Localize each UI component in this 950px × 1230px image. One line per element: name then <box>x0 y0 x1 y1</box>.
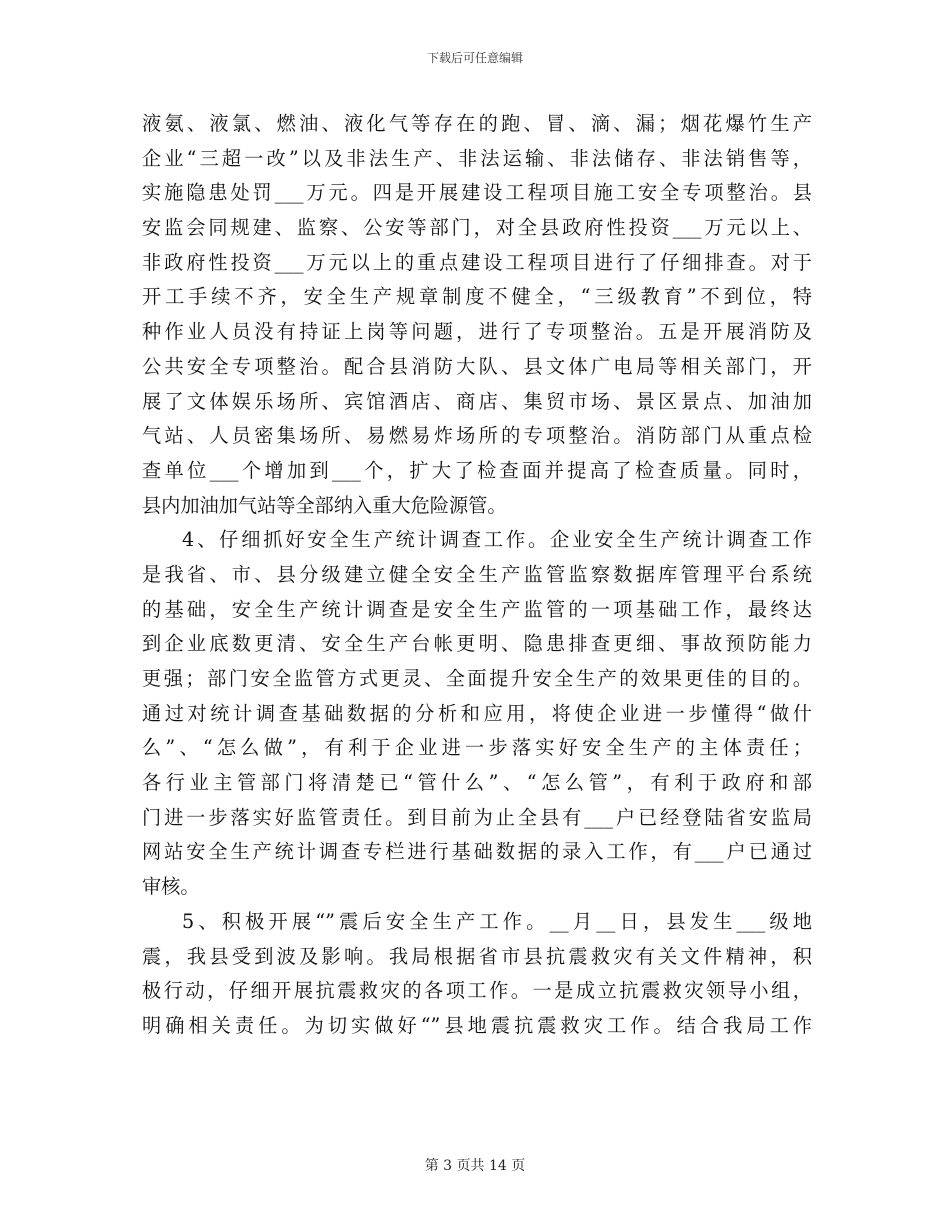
text-line: 5、积极开展“”震后安全生产工作。__月__日，县发生___级地 <box>182 909 812 933</box>
page-header: 下载后可任意编辑 <box>426 51 523 65</box>
text-line: 县内加油加气站等全部纳入重大危险源管。 <box>142 493 507 517</box>
text-line: 企业“三超一改”以及非法生产、非法运输、非法储存、非法销售等， <box>142 146 812 170</box>
text-line: 审核。 <box>142 875 200 899</box>
text-line: 明确相关责任。为切实做好“”县地震抗震救灾工作。结合我局工作 <box>142 1013 812 1037</box>
text-line: 各行业主管部门将清楚已“管什么”、“怎么管”，有利于政府和部 <box>142 771 812 795</box>
text-line: 液氨、液氯、燃油、液化气等存在的跑、冒、滴、漏；烟花爆竹生产 <box>142 112 812 135</box>
text-line: 实施隐患处罚___万元。四是开展建设工程项目施工安全专项整治。县 <box>142 181 812 205</box>
text-line: 非政府性投资___万元以上的重点建设工程项目进行了仔细排查。对于 <box>142 250 812 274</box>
text-line: 极行动，仔细开展抗震救灾的各项工作。一是成立抗震救灾领导小组， <box>142 979 812 1003</box>
paragraph-1 <box>142 107 812 523</box>
text-line: 震，我县受到波及影响。我局根据省市县抗震救灾有关文件精神，积 <box>142 944 812 968</box>
text-line: 是我省、市、县分级建立健全安全生产监管监察数据库管理平台系统 <box>142 562 812 586</box>
text-line: 开工手续不齐，安全生产规章制度不健全，“三级教育”不到位，特 <box>142 285 812 309</box>
document-body <box>142 107 812 1044</box>
text-line: 安监会同规建、监察、公安等部门，对全县政府性投资___万元以上、 <box>142 216 812 240</box>
text-line: 网站安全生产统计调查专栏进行基础数据的录入工作，有___户已通过 <box>142 840 812 864</box>
paragraph-3 <box>142 905 812 1044</box>
text-line: 到企业底数更清、安全生产台帐更明、隐患排查更细、事故预防能力 <box>142 632 812 656</box>
text-line: 通过对统计调查基础数据的分析和应用，将使企业进一步懂得“做什 <box>142 701 812 725</box>
text-line: 查单位___个增加到___个，扩大了检查面并提高了检查质量。同时， <box>142 458 812 482</box>
text-line: 的基础，安全生产统计调查是安全生产监管的一项基础工作，最终达 <box>142 597 812 621</box>
text-line: 更强；部门安全监管方式更灵、全面提升安全生产的效果更佳的目的。 <box>142 667 812 690</box>
text-line: 公共安全专项整治。配合县消防大队、县文体广电局等相关部门，开 <box>142 354 812 378</box>
text-line: 气站、人员密集场所、易燃易炸场所的专项整治。消防部门从重点检 <box>142 424 812 448</box>
text-line: 门进一步落实好监管责任。到目前为止全县有___户已经登陆省安监局 <box>142 805 812 829</box>
page-number: 第 3 页共 14 页 <box>424 1158 526 1174</box>
paragraph-2 <box>142 523 812 905</box>
text-line: 展了文体娱乐场所、宾馆酒店、商店、集贸市场、景区景点、加油加 <box>142 389 812 413</box>
text-line: 么”、“怎么做”，有利于企业进一步落实好安全生产的主体责任； <box>142 736 812 760</box>
text-line: 种作业人员没有持证上岗等问题，进行了专项整治。五是开展消防及 <box>142 320 812 344</box>
text-line: 4、仔细抓好安全生产统计调查工作。企业安全生产统计调查工作 <box>182 528 812 552</box>
